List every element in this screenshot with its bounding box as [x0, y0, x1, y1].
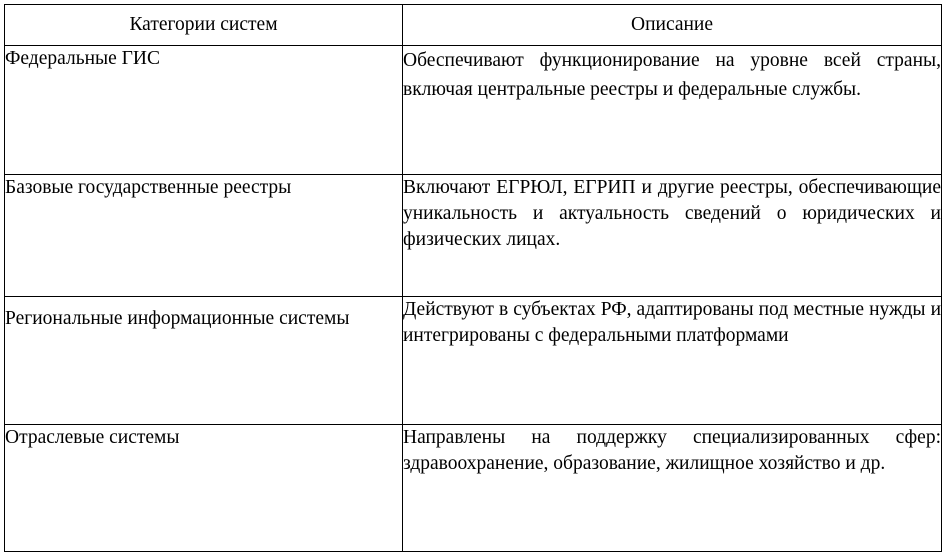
table-row — [5, 297, 942, 425]
table-row — [5, 46, 942, 175]
header-description: Описание — [403, 5, 942, 46]
table-header-row — [5, 5, 942, 46]
category-text: Базовые государственные реестры — [5, 177, 292, 198]
description-cell — [403, 46, 942, 175]
category-cell — [5, 425, 403, 552]
table-row — [5, 425, 942, 552]
description-text: Обеспечивают функционирование на уровне всей страны, включая центральные реестры и федеральные службы. — [403, 50, 941, 100]
category-cell — [5, 297, 403, 425]
description-cell — [403, 425, 942, 552]
description-cell — [403, 175, 942, 297]
systems-table — [4, 4, 942, 552]
description-text: Направлены на поддержку специализированных сфер: здравоохранение, образование, жилищное хозяйство и др. — [403, 427, 941, 474]
category-cell — [5, 46, 403, 175]
description-cell — [403, 297, 942, 425]
category-cell — [5, 175, 403, 297]
category-text: Региональные информационные системы — [5, 308, 350, 329]
description-text: Действуют в субъектах РФ, адаптированы под местные нужды и интегрированы с федеральными платформами — [403, 299, 941, 346]
table-row — [5, 175, 942, 297]
category-text: Отраслевые системы — [5, 427, 180, 448]
description-text: Включают ЕГРЮЛ, ЕГРИП и другие реестры, обеспечивающие уникальность и актуальность сведений о юридических и физических лицах. — [403, 177, 941, 250]
category-text: Федеральные ГИС — [5, 48, 161, 69]
header-category: Категории систем — [5, 5, 403, 46]
